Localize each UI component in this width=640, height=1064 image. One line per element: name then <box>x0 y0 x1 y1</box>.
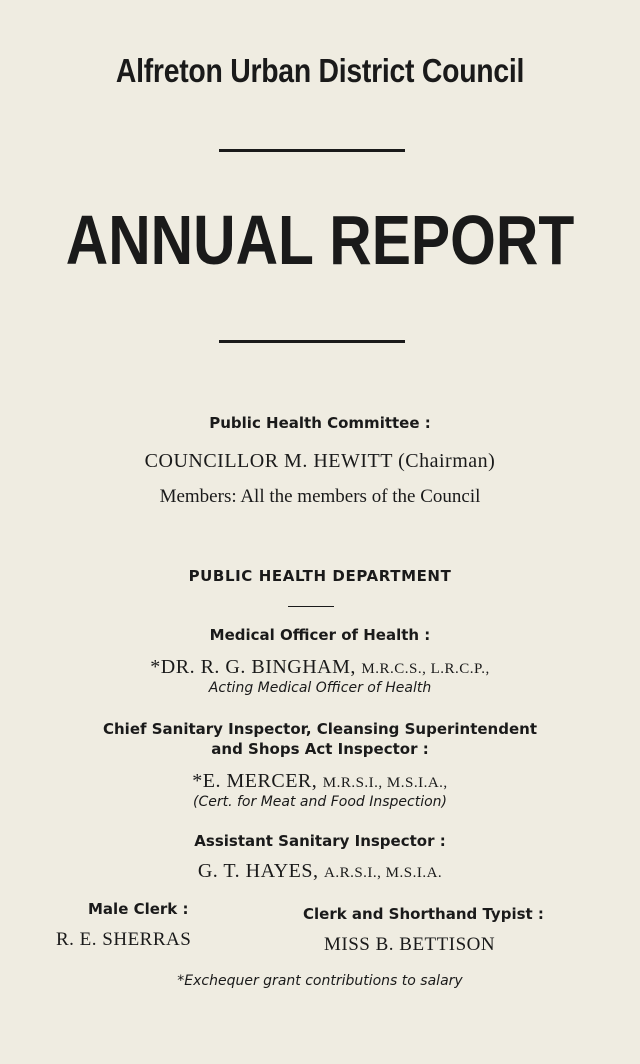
report-title: ANNUAL REPORT <box>65 201 575 279</box>
chief-inspector-name-line <box>0 770 640 793</box>
assistant-inspector-qualifications: A.R.S.I., M.S.I.A. <box>323 865 443 881</box>
medical-officer-role: Acting Medical Officer of Health <box>208 680 432 696</box>
chief-inspector-qualifications: M.R.S.I., M.S.I.A., <box>322 775 448 791</box>
committee-heading: Public Health Committee : <box>209 414 431 432</box>
chief-inspector-heading-2: and Shops Act Inspector : <box>211 740 429 758</box>
footnote: *Exchequer grant contributions to salary <box>177 973 463 989</box>
medical-officer-qualifications: M.R.C.S., L.R.C.P., <box>361 661 490 677</box>
chief-inspector-name: *E. MERCER, <box>192 770 318 792</box>
medical-officer-heading: Medical Officer of Health : <box>209 626 431 644</box>
medical-officer-name: *DR. R. G. BINGHAM, <box>150 656 356 678</box>
middle-rule <box>219 340 405 343</box>
male-clerk-name: R. E. SHERRAS <box>56 929 192 950</box>
assistant-inspector-heading: Assistant Sanitary Inspector : <box>194 832 446 850</box>
department-rule <box>288 606 334 607</box>
department-heading: PUBLIC HEALTH DEPARTMENT <box>188 567 452 585</box>
assistant-inspector-name: G. T. HAYES, <box>197 860 319 882</box>
chief-inspector-heading-1: Chief Sanitary Inspector, Cleansing Superintendent <box>103 720 537 738</box>
medical-officer-name-line <box>0 656 640 679</box>
assistant-inspector-name-line <box>0 860 640 883</box>
top-rule <box>219 149 405 152</box>
chief-inspector-certificate: (Cert. for Meat and Food Inspection) <box>193 794 447 810</box>
male-clerk-heading: Male Clerk : <box>88 900 189 918</box>
typist-name: MISS B. BETTISON <box>324 934 496 955</box>
council-title: Alfreton Urban District Council <box>115 52 525 89</box>
committee-chairman: COUNCILLOR M. HEWITT (Chairman) <box>144 450 496 472</box>
typist-heading: Clerk and Shorthand Typist : <box>303 905 544 923</box>
committee-members: Members: All the members of the Council <box>159 486 481 507</box>
